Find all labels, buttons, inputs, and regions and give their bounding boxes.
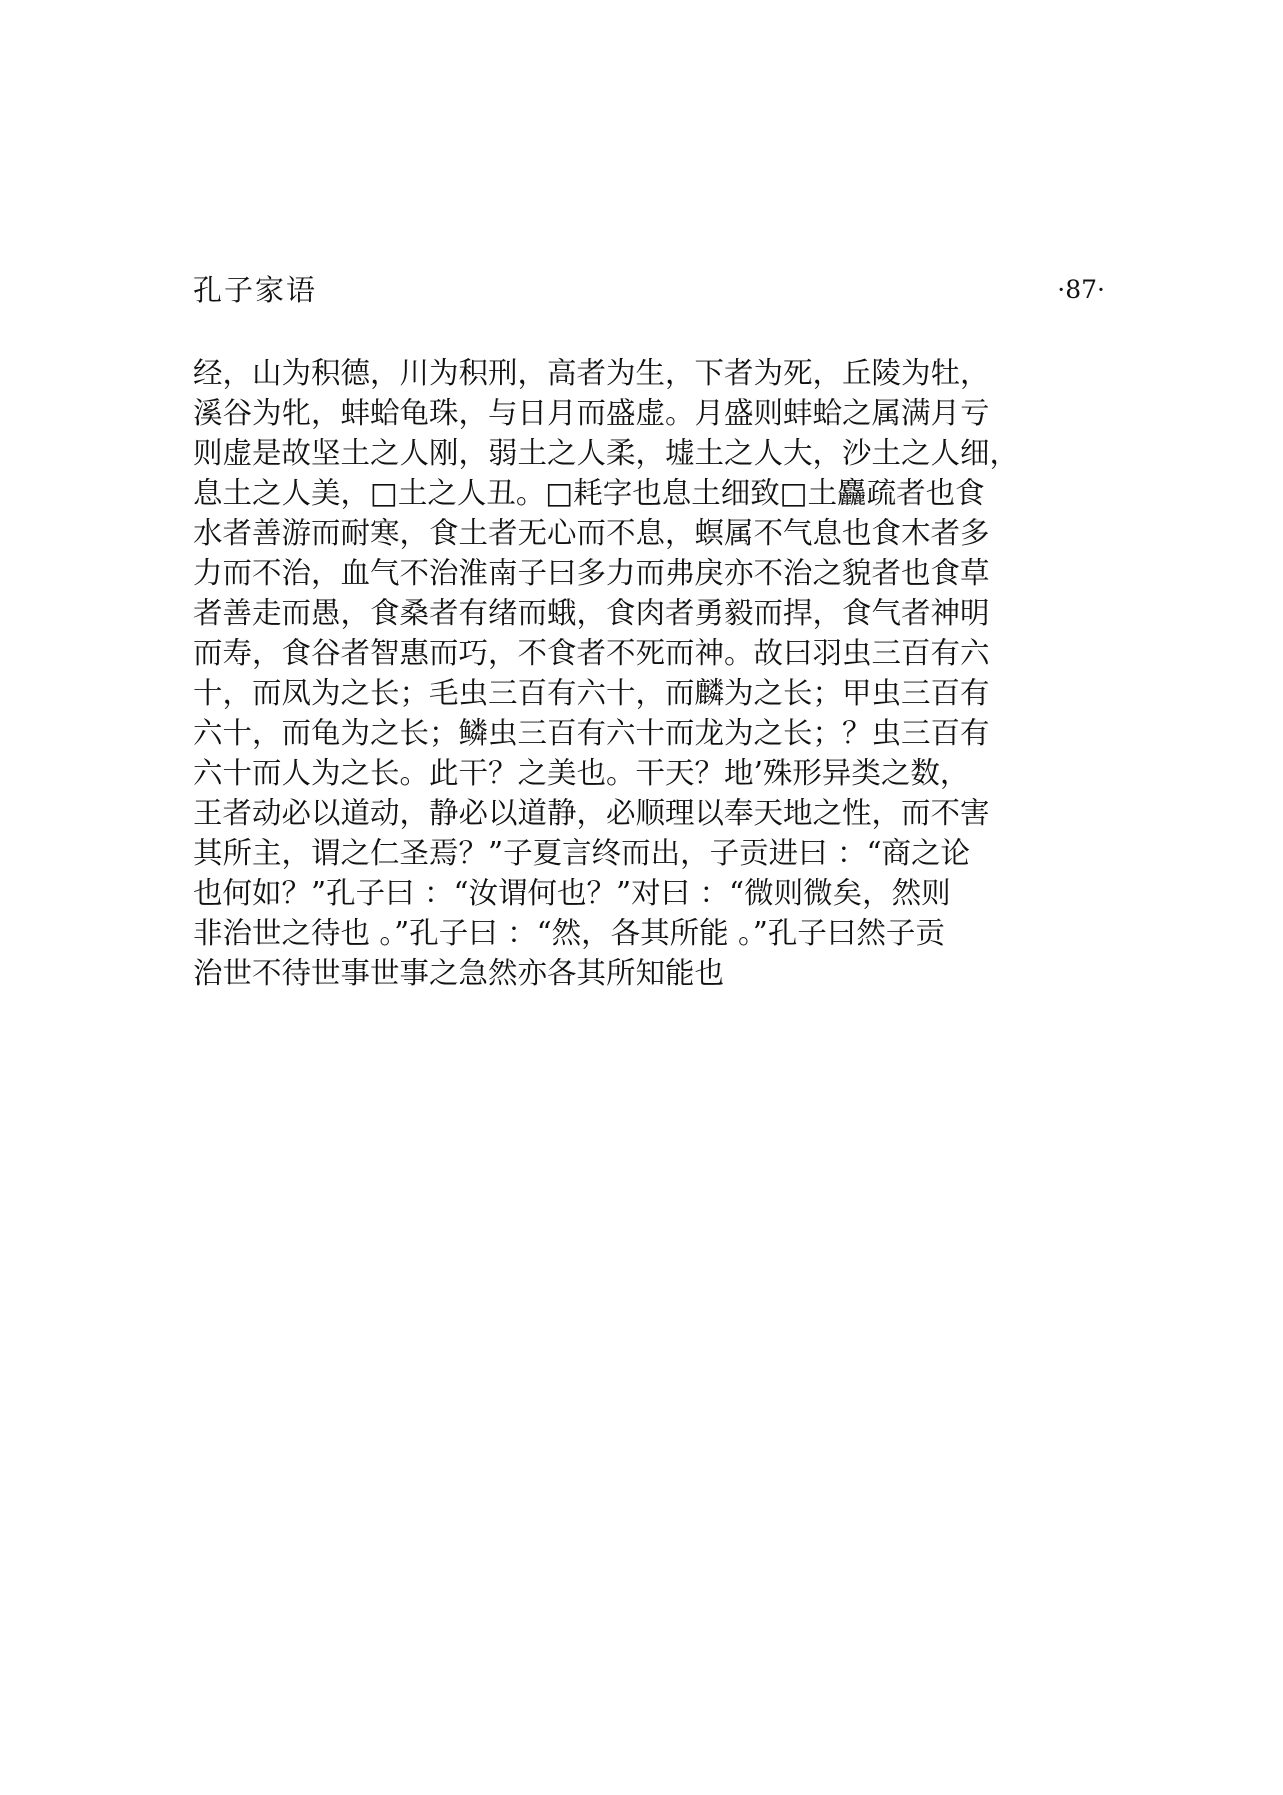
text-line: 则虚是故坚土之人刚，弱土之人柔，墟土之人大，沙土之人细， (193, 436, 1020, 470)
text-line: 其所主，谓之仁圣焉？”子夏言终而出，子贡进曰 ：“商之论 (193, 836, 971, 870)
text-line: 六十，而龟为之长；鳞虫三百有六十而龙为之长；？虫三百有 (193, 716, 990, 750)
text-line: 而寿，食谷者智惠而巧，不食者不死而神。故曰羽虫三百有六 (193, 636, 990, 670)
running-title: 孔子家语 (193, 273, 318, 307)
text-line: 力而不治，血气不治淮南子曰多力而弗戾亦不治之貌者也食草 (193, 556, 990, 590)
text-line: 十，而凤为之长；毛虫三百有六十，而麟为之长；甲虫三百有 (193, 676, 990, 710)
text-line: 水者善游而耐寒，食土者无心而不息，螟属不气息也食木者多 (193, 516, 990, 550)
text-line: 经，山为积德，川为积刑，高者为生，下者为死，丘陵为牡， (193, 356, 990, 390)
text-line: 非治世之待也 。”孔子曰 ：“然，各其所能 。”孔子曰然子贡 (193, 916, 945, 950)
text-line: 治世不待世事世事之急然亦各其所知能也 (193, 956, 725, 990)
page-number: ·87· (1057, 275, 1105, 304)
text-line: 者善走而愚，食桑者有绪而蛾，食肉者勇毅而捍，食气者神明 (193, 596, 990, 630)
page-header (193, 270, 1105, 310)
body-text (193, 353, 1105, 993)
text-line: 六十而人为之长。此干？之美也。干天？地’殊形异类之数， (193, 756, 970, 790)
text-line: 也何如？”孔子曰 ：“汝谓何也？”对曰 ：“微则微矣，然则 (193, 876, 951, 910)
text-line: 溪谷为牝，蚌蛤龟珠，与日月而盛虚。月盛则蚌蛤之属满月亏 (193, 396, 990, 430)
text-line: 息土之人美，□土之人丑。□耗字也息土细致□土麤疏者也食 (193, 476, 985, 510)
text-line: 王者动必以道动，静必以道静，必顺理以奉天地之性，而不害 (193, 796, 990, 830)
